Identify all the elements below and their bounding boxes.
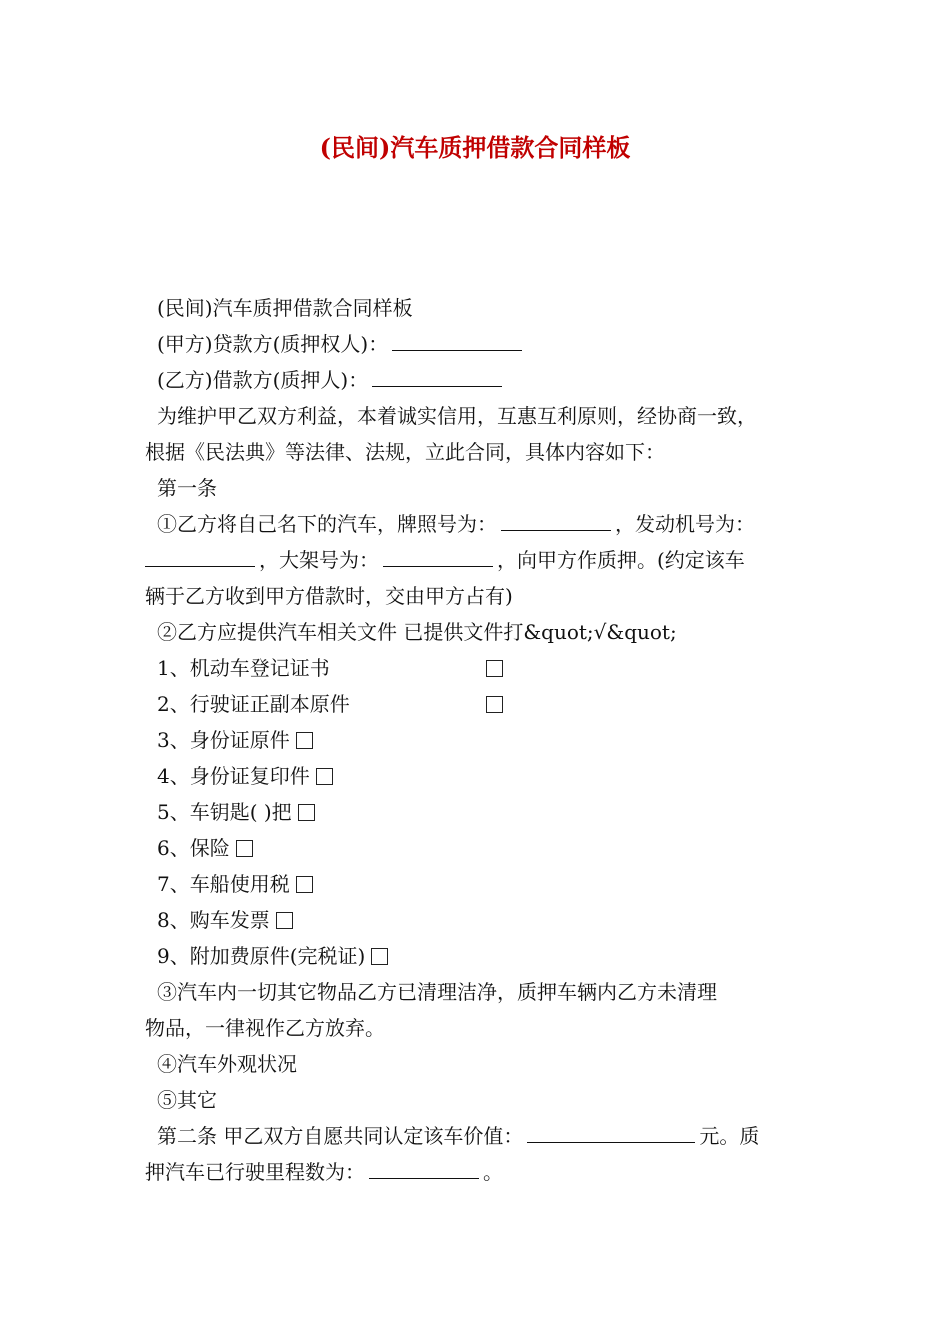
vehicle-value-blank[interactable]: [527, 1120, 695, 1143]
item-3-line-2: 物品，一律视作乙方放弃。: [145, 1016, 385, 1040]
checklist-item: [145, 830, 825, 866]
checklist-item: [145, 650, 825, 686]
item-1-text-d: ，向甲方作质押。(约定该车: [497, 548, 745, 572]
checklist-label: 2、行驶证正副本原件: [157, 692, 350, 716]
party-a-label: (甲方)贷款方(质押权人)：: [157, 332, 389, 356]
item-4-text: ④汽车外观状况: [157, 1052, 297, 1076]
checklist-item: [145, 758, 825, 794]
item-5-text: ⑤其它: [157, 1088, 217, 1112]
engine-number-blank[interactable]: [145, 544, 255, 567]
checklist-item: [145, 902, 825, 938]
party-a-line: [145, 326, 825, 362]
checkbox[interactable]: [276, 912, 293, 929]
party-b-blank[interactable]: [372, 364, 502, 387]
checkbox[interactable]: [296, 732, 313, 749]
checklist-label: 9、附加费原件(完税证): [157, 944, 366, 968]
item-2-text: ②乙方应提供汽车相关文件 已提供文件打&quot;√&quot;: [157, 620, 677, 644]
checkbox[interactable]: [316, 768, 333, 785]
checkbox[interactable]: [486, 696, 503, 713]
item-1-text-b: ，发动机号为：: [615, 512, 755, 536]
document-heading: (民间)汽车质押借款合同样板: [157, 296, 413, 320]
item-1-line-1: [145, 506, 825, 542]
checkbox[interactable]: [298, 804, 315, 821]
checklist-item: [145, 722, 825, 758]
article-2-line-2: [145, 1154, 825, 1190]
party-b-label: (乙方)借款方(质押人)：: [157, 368, 369, 392]
checklist-item: [145, 794, 825, 830]
preamble-line-1: 为维护甲乙双方利益，本着诚实信用，互惠互利原则，经协商一致，: [157, 404, 757, 428]
item-3-line-1: ③汽车内一切其它物品乙方已清理洁净，质押车辆内乙方未清理: [157, 980, 717, 1004]
checklist-label: 5、车钥匙( )把: [157, 800, 292, 824]
article-1-heading: 第一条: [157, 476, 217, 500]
checklist-label: 1、机动车登记证书: [157, 656, 330, 680]
checklist-label: 6、保险: [157, 836, 230, 860]
checklist-label: 7、车船使用税: [157, 872, 290, 896]
document-title: (民间)汽车质押借款合同样板: [319, 133, 631, 162]
item-1-text-a: ①乙方将自己名下的汽车，牌照号为：: [157, 512, 497, 536]
document-body: [145, 290, 825, 1190]
checklist-label: 3、身份证原件: [157, 728, 290, 752]
item-1-line-2: [145, 542, 825, 578]
checkbox[interactable]: [371, 948, 388, 965]
item-1-text-c: ，大架号为：: [259, 548, 379, 572]
plate-number-blank[interactable]: [501, 508, 611, 531]
checkbox[interactable]: [236, 840, 253, 857]
mileage-blank[interactable]: [369, 1156, 479, 1179]
item-1-line-3: 辆于乙方收到甲方借款时，交由甲方占有): [145, 584, 513, 608]
checklist-label: 4、身份证复印件: [157, 764, 310, 788]
checklist-label: 8、购车发票: [157, 908, 270, 932]
frame-number-blank[interactable]: [383, 544, 493, 567]
preamble-line-2: 根据《民法典》等法律、法规，立此合同，具体内容如下：: [145, 440, 665, 464]
article-2-text-b: 元。质: [699, 1124, 760, 1148]
checkbox[interactable]: [296, 876, 313, 893]
article-2-line-1: [145, 1118, 825, 1154]
article-2-text-c: 押汽车已行驶里程数为：: [145, 1160, 365, 1184]
party-b-line: [145, 362, 825, 398]
checkbox[interactable]: [486, 660, 503, 677]
party-a-blank[interactable]: [392, 328, 522, 351]
checklist-item: [145, 866, 825, 902]
article-2-text-d: 。: [483, 1160, 503, 1184]
checklist-item: [145, 938, 825, 974]
article-2-text-a: 第二条 甲乙双方自愿共同认定该车价值：: [157, 1124, 524, 1148]
checklist-item: [145, 686, 825, 722]
